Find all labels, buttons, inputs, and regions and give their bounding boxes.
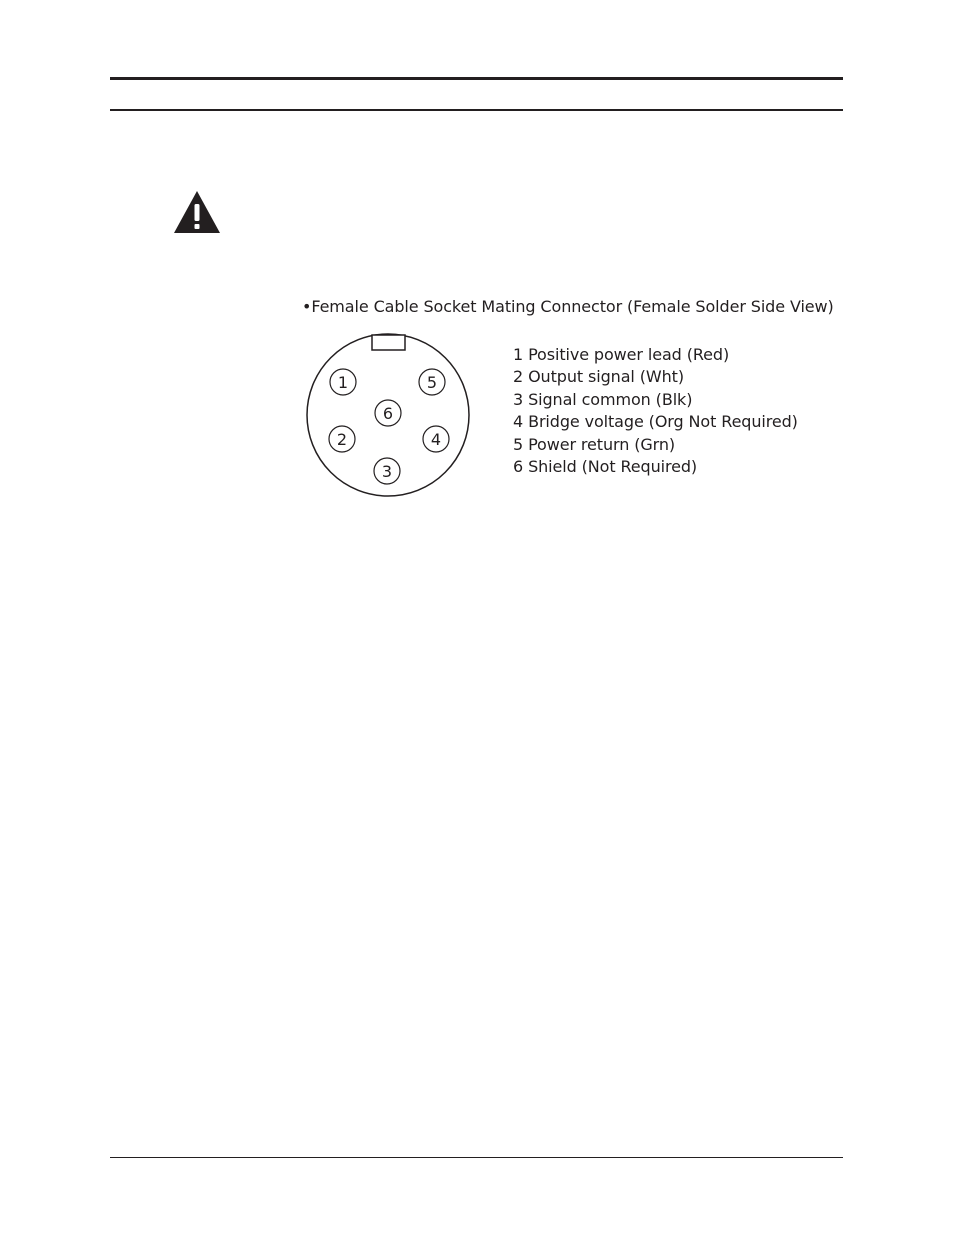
header-rule-thin [110,109,843,111]
pin-4 [423,426,449,452]
pin-6-label: 6 [382,404,394,423]
pin-2 [329,426,355,452]
pin-3-label: 3 [381,462,393,481]
connector-caption: •Female Cable Socket Mating Connector (Female Solder Side View) [302,297,834,316]
footer-rule [110,1157,843,1158]
connector-key [372,335,405,350]
pin-assignment-1: 1 Positive power lead (Red) [513,345,730,364]
warning-triangle-icon [173,190,221,234]
pin-6 [375,400,401,426]
header-rule-thick [110,77,843,80]
pin-3 [374,458,400,484]
pin-2-label: 2 [336,430,348,449]
pin-1-label: 1 [337,373,349,392]
connector-diagram [304,331,472,499]
pin-1 [330,369,356,395]
pin-assignment-4: 4 Bridge voltage (Org Not Required) [513,412,798,432]
pin-5 [419,369,445,395]
pin-4-label: 4 [430,430,442,449]
pin-5-label: 5 [426,373,438,392]
pin-assignment-list [513,344,798,478]
pin-assignment-5: 5 Power return (Grn) [513,434,676,454]
pin-assignment-6: 6 Shield (Not Required) [513,457,698,477]
pin-assignment-2: 2 Output signal (Wht) [513,367,684,387]
pin-assignment-3: 3 Signal common (Blk) [513,389,693,409]
